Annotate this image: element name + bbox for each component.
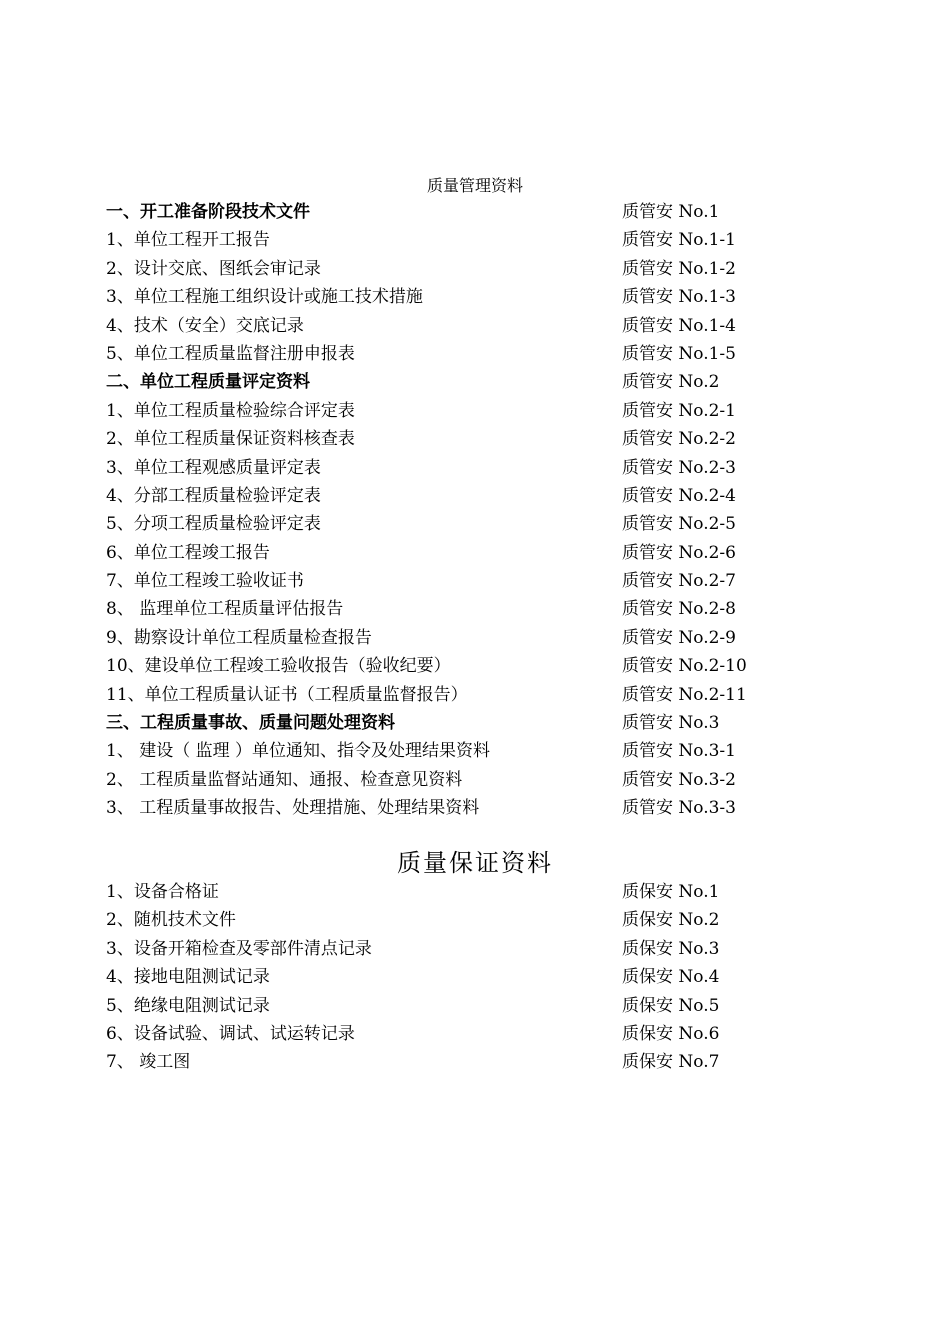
list-item: [106, 397, 866, 425]
assurance-list: [106, 878, 866, 1077]
item-code: 质保安 No.3: [622, 938, 720, 959]
item-code: 质保安 No.7: [622, 1052, 720, 1073]
item-code: 质保安 No.5: [622, 995, 720, 1016]
item-text: 1、 建设（ 监理 ）单位通知、指令及处理结果资料: [106, 741, 491, 762]
list-item: [106, 539, 866, 567]
list-item: [106, 510, 866, 538]
list-item: [106, 454, 866, 482]
item-code: 质管安 No.2-6: [622, 542, 736, 563]
item-code: 质管安 No.3-2: [622, 769, 736, 790]
list-item: [106, 482, 866, 510]
list-item: [106, 255, 866, 283]
list-item: [106, 906, 866, 934]
item-text: 2、随机技术文件: [106, 910, 236, 931]
list-item: [106, 652, 866, 680]
section-heading-row: [106, 368, 866, 396]
list-item: [106, 935, 866, 963]
item-text: 5、绝缘电阻测试记录: [106, 995, 270, 1016]
section-heading-row: [106, 709, 866, 737]
item-code: 质管安 No.1-1: [622, 230, 736, 251]
item-text: 1、单位工程开工报告: [106, 230, 270, 251]
item-code: 质管安 No.2-7: [622, 571, 736, 592]
management-list: [106, 198, 866, 823]
item-text: 8、 监理单位工程质量评估报告: [106, 599, 344, 620]
item-code: 质管安 No.3: [622, 713, 720, 734]
item-text: 3、单位工程施工组织设计或施工技术措施: [106, 287, 423, 308]
item-text: 二、单位工程质量评定资料: [106, 372, 310, 393]
list-item: [106, 624, 866, 652]
item-code: 质管安 No.3-1: [622, 741, 736, 762]
item-code: 质管安 No.2-5: [622, 514, 736, 535]
item-text: 2、单位工程质量保证资料核查表: [106, 429, 355, 450]
item-code: 质保安 No.2: [622, 910, 720, 931]
list-item: [106, 992, 866, 1020]
item-text: 3、设备开箱检查及零部件清点记录: [106, 938, 372, 959]
assurance-section-title: 质量保证资料: [397, 849, 553, 877]
section-heading-row: [106, 198, 866, 226]
list-item: [106, 766, 866, 794]
item-text: 6、单位工程竣工报告: [106, 542, 270, 563]
item-code: 质管安 No.1-3: [622, 287, 736, 308]
item-text: 3、单位工程观感质量评定表: [106, 457, 321, 478]
item-code: 质管安 No.2-4: [622, 485, 736, 506]
list-item: [106, 1020, 866, 1048]
item-code: 质管安 No.1-5: [622, 343, 736, 364]
item-code: 质管安 No.3-3: [622, 798, 736, 819]
item-text: 6、设备试验、调试、试运转记录: [106, 1023, 355, 1044]
list-item: [106, 340, 866, 368]
item-text: 一、开工准备阶段技术文件: [106, 202, 310, 222]
list-item: [106, 681, 866, 709]
list-item: [106, 312, 866, 340]
item-code: 质管安 No.1: [622, 202, 720, 222]
item-code: 质保安 No.6: [622, 1023, 720, 1044]
item-code: 质管安 No.2-2: [622, 429, 736, 450]
item-text: 11、单位工程质量认证书（工程质量监督报告）: [106, 684, 468, 705]
item-text: 7、 竣工图: [106, 1052, 191, 1073]
item-text: 2、设计交底、图纸会审记录: [106, 258, 321, 279]
list-item: [106, 878, 866, 906]
list-item: [106, 794, 866, 822]
item-text: 7、单位工程竣工验收证书: [106, 571, 304, 592]
item-code: 质管安 No.2-11: [622, 684, 747, 705]
item-text: 5、单位工程质量监督注册申报表: [106, 343, 355, 364]
list-item: [106, 425, 866, 453]
item-code: 质管安 No.2-10: [622, 656, 747, 677]
item-code: 质管安 No.2-9: [622, 627, 736, 648]
list-item: [106, 737, 866, 765]
item-text: 10、建设单位工程竣工验收报告（验收纪要）: [106, 656, 451, 677]
item-text: 1、设备合格证: [106, 882, 219, 902]
list-item: [106, 963, 866, 991]
item-code: 质管安 No.2: [622, 372, 720, 393]
item-code: 质保安 No.4: [622, 967, 720, 988]
item-code: 质管安 No.1-2: [622, 258, 736, 279]
item-text: 三、工程质量事故、质量问题处理资料: [106, 713, 395, 734]
item-text: 4、接地电阻测试记录: [106, 967, 270, 988]
item-code: 质管安 No.1-4: [622, 315, 736, 336]
management-section-title: 质量管理资料: [426, 176, 523, 195]
list-item: [106, 226, 866, 254]
list-item: [106, 283, 866, 311]
item-text: 4、技术（安全）交底记录: [106, 315, 304, 336]
item-code: 质管安 No.2-8: [622, 599, 736, 620]
item-text: 1、单位工程质量检验综合评定表: [106, 400, 355, 421]
item-code: 质保安 No.1: [622, 882, 720, 902]
list-item: [106, 595, 866, 623]
item-code: 质管安 No.2-1: [622, 400, 736, 421]
item-text: 4、分部工程质量检验评定表: [106, 485, 321, 506]
list-item: [106, 1048, 866, 1076]
item-code: 质管安 No.2-3: [622, 457, 736, 478]
item-text: 3、 工程质量事故报告、处理措施、处理结果资料: [106, 798, 480, 819]
item-text: 5、分项工程质量检验评定表: [106, 514, 321, 535]
list-item: [106, 567, 866, 595]
item-text: 2、 工程质量监督站通知、通报、检查意见资料: [106, 769, 463, 790]
item-text: 9、勘察设计单位工程质量检查报告: [106, 627, 372, 648]
